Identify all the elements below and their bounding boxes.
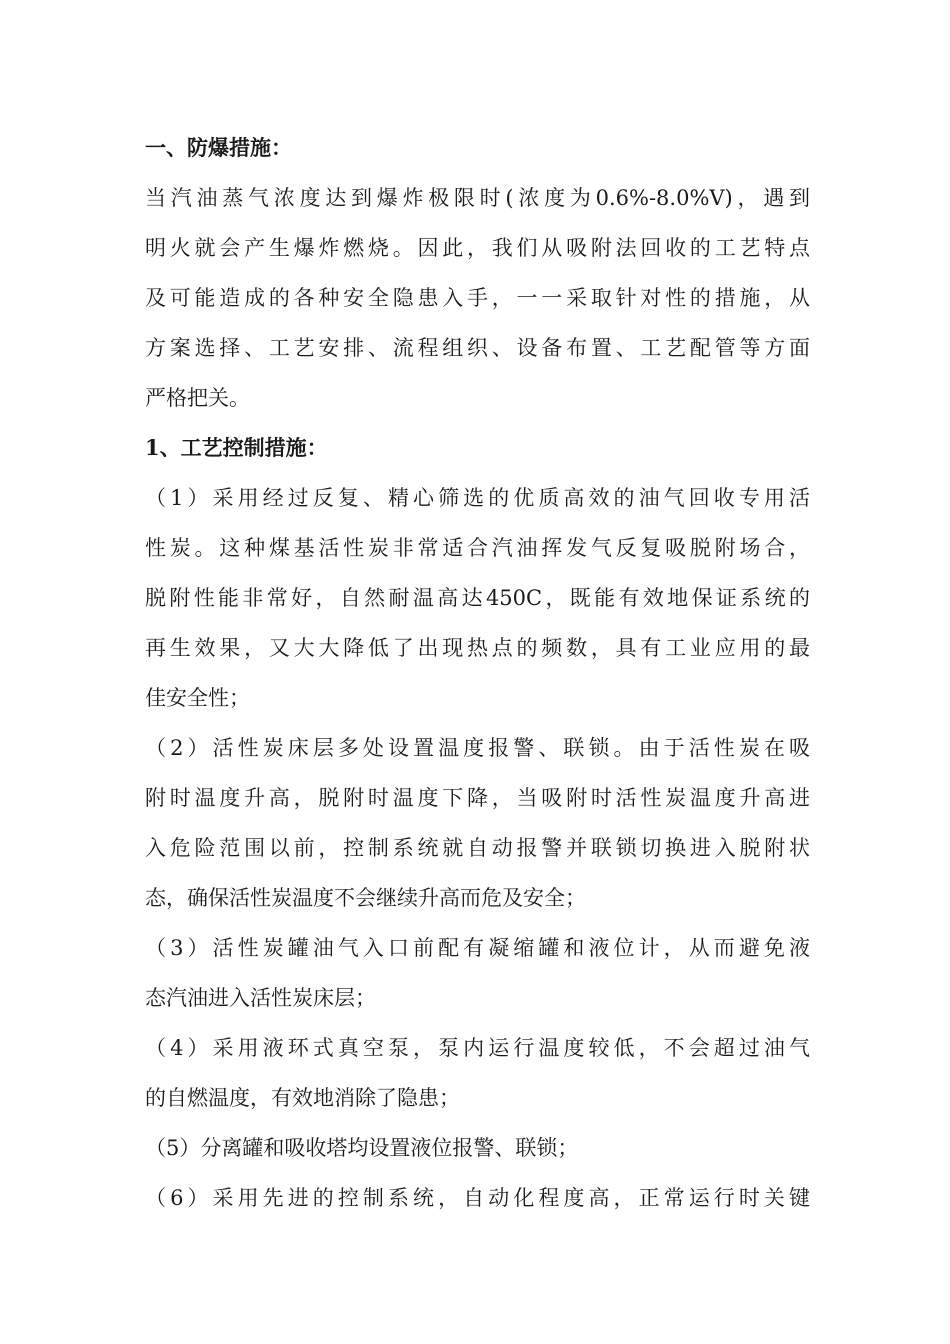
subheading-process-control: 1、工艺控制措施：: [145, 435, 328, 460]
text-line: 方案选择、工艺安排、流程组织、设备布置、工艺配管等方面: [145, 336, 810, 360]
text-line: 入危险范围以前，控制系统就自动报警并联锁切换进入脱附状: [145, 836, 810, 860]
text-line: （3）活性炭罐油气入口前配有凝缩罐和液位计，从而避免液: [145, 936, 810, 960]
text-line: （6）采用先进的控制系统，自动化程度高，正常运行时关键: [145, 1186, 810, 1210]
text-line: （5）分离罐和吸收塔均设置液位报警、联锁；: [145, 1136, 579, 1160]
section-heading-explosion-proof: 一、防爆措施：: [145, 135, 292, 160]
text-line: 明火就会产生爆炸燃烧。因此，我们从吸附法回收的工艺特点: [145, 236, 810, 260]
text-line: （4）采用液环式真空泵，泵内运行温度较低，不会超过油气: [145, 1036, 810, 1060]
text-line: 性炭。这种煤基活性炭非常适合汽油挥发气反复吸脱附场合，: [145, 536, 810, 560]
text-line: 脱附性能非常好，自然耐温高达450C，既能有效地保证系统的: [145, 586, 810, 610]
text-line: 佳安全性；: [145, 686, 250, 710]
text-line: 再生效果，又大大降低了出现热点的频数，具有工业应用的最: [145, 636, 810, 660]
text-line: 态，确保活性炭温度不会继续升高而危及安全；: [145, 886, 586, 910]
text-line: 严格把关。: [145, 386, 250, 410]
text-line: （2）活性炭床层多处设置温度报警、联锁。由于活性炭在吸: [145, 736, 810, 760]
text-line: （1）采用经过反复、精心筛选的优质高效的油气回收专用活: [145, 486, 810, 510]
text-line: 当汽油蒸气浓度达到爆炸极限时(浓度为0.6%-8.0%V)，遇到: [145, 186, 810, 210]
text-line: 态汽油进入活性炭床层；: [145, 986, 376, 1010]
text-line: 附时温度升高，脱附时温度下降，当吸附时活性炭温度升高进: [145, 786, 810, 810]
text-line: 的自燃温度，有效地消除了隐患；: [145, 1086, 460, 1110]
text-line: 及可能造成的各种安全隐患入手，一一采取针对性的措施，从: [145, 286, 810, 310]
